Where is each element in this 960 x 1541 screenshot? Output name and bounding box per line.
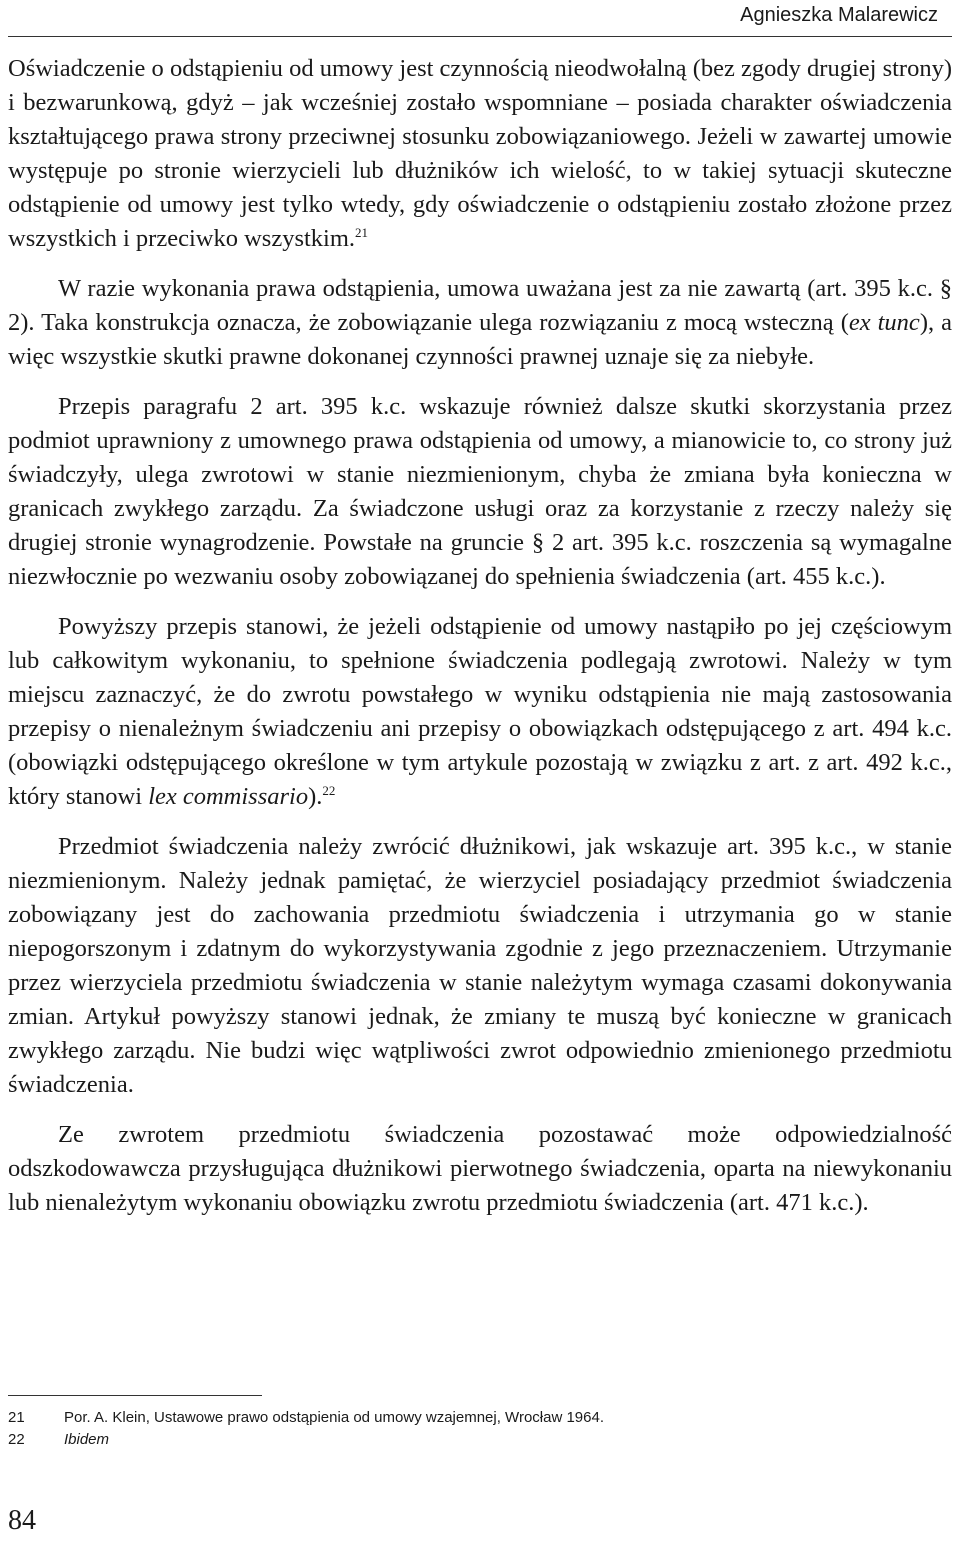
paragraph-4-italic: lex commissario	[148, 783, 309, 810]
paragraph-6: Ze zwrotem przedmiotu świadczenia pozostawać może odpowiedzialność odszkodowawcza przysługująca dłużnikowi pierwotnego świadczenia, oparta na niewykonaniu lub nienależytym wykonaniu obowiązku zwrotu przedmiotu świadczenia (art. 471 k.c.).	[8, 1121, 952, 1216]
paragraph-2	[8, 272, 952, 374]
paragraph-5: Przedmiot świadczenia należy zwrócić dłużnikowi, jak wskazuje art. 395 k.c., w stanie niezmienionym. Należy jednak pamiętać, że wierzyciel posiadający przedmiot świadczenia zobowiązany jest do zachowania przedmiotu świadczenia i utrzymania go w stanie niepogorszonym i zdatnym do wykorzystywania zgodnie z jego przeznaczeniem. Utrzymanie przez wierzyciela przedmiotu świadczenia w stanie należytym wymaga czasami dokonywania zmian. Artykuł powyższy stanowi jednak, że zmiany te muszą być konieczne w granicach zwykłego zarządu. Nie budzi więc wątpliwości zwrot odpowiednio zmienionego przedmiotu świadczenia.	[8, 833, 952, 1098]
footnote-number: 22	[8, 1431, 25, 1448]
page-number: 84	[8, 1505, 36, 1536]
paragraph-4-text: Powyższy przepis stanowi, że jeżeli odstąpienie od umowy nastąpiło po jej częściowym lub całkowitym wykonaniu, to spełnione świadczenia podlegają zwrotowi. Należy w tym miejscu zaznaczyć, że do zwrotu powstałego w wyniku odstąpienia nie mają zastosowania przepisy o nienależnym świadczeniu ani przepisy o obowiązkach odstępującego z art. 494 k.c. (obowiązki odstępującego określone w tym artykule pozostają w związku z art. z art. 492 k.c., który stanowi	[8, 613, 952, 810]
footnote-rule	[8, 1395, 262, 1396]
footnotes	[8, 1407, 948, 1451]
header-rule	[8, 36, 952, 37]
paragraph-4	[8, 610, 952, 814]
footnote-italic-text: Ibidem	[64, 1431, 110, 1448]
paragraph-3: Przepis paragrafu 2 art. 395 k.c. wskazuje również dalsze skutki skorzystania przez podmiot uprawniony z umownego prawa odstąpienia od umowy, a mianowicie to, co strony już świadczyły, ulega zwrotowi w stanie niezmienionym, chyba że zmiana była konieczna w granicach zwykłego zarządu. Za świadczone usługi oraz za korzystanie z rzeczy należy się drugiej stronie wynagrodzenie. Powstałe na gruncie § 2 art. 395 k.c. roszczenia są wymagalne niezwłocznie po wezwaniu osoby zobowiązanej do spełnienia świadczenia (art. 455 k.c.).	[8, 393, 952, 590]
paragraph-1	[8, 52, 952, 256]
paragraph-2-tail: ), a więc wszystkie skutki prawne dokonanej czynności prawnej uznaje się za niebyłe.	[8, 309, 952, 370]
running-header-author: Agnieszka Malarewicz	[740, 4, 938, 26]
footnote-ref-22[interactable]: 22	[322, 782, 336, 798]
footnote-number: 21	[8, 1409, 25, 1426]
body-text	[8, 52, 952, 1236]
footnote-text: Por. A. Klein, Ustawowe prawo odstąpienia od umowy wzajemnej, Wrocław 1964.	[64, 1409, 604, 1426]
footnote-text	[64, 1429, 109, 1451]
paragraph-2-text: W razie wykonania prawa odstąpienia, umowa uważana jest za nie zawartą (art. 395 k.c. § 2). Taka konstrukcja oznacza, że zobowiązanie ulega rozwiązaniu z mocą wsteczną (	[8, 275, 952, 336]
paragraph-1-text: Oświadczenie o odstąpieniu od umowy jest czynnością nieodwołalną (bez zgody drugiej strony) i bezwarunkową, gdyż – jak wcześniej zostało wspomniane – posiada charakter oświadczenia kształtującego prawa strony przeciwnej stosunku zobowiązaniowego. Jeżeli w zawartej umowie występuje po stronie wierzycieli lub dłużników ich wielość, to w takiej sytuacji skuteczne odstąpienie od umowy jest tylko wtedy, gdy oświadczenie o odstąpieniu zostało złożone przez wszystkich i przeciwko wszystkim.	[8, 55, 952, 252]
footnote-22	[8, 1429, 948, 1451]
paragraph-2-italic: ex tunc	[848, 309, 920, 336]
footnote-ref-21[interactable]: 21	[355, 224, 369, 240]
footnote-21	[8, 1407, 948, 1429]
paragraph-4-tail: ).	[308, 783, 323, 810]
